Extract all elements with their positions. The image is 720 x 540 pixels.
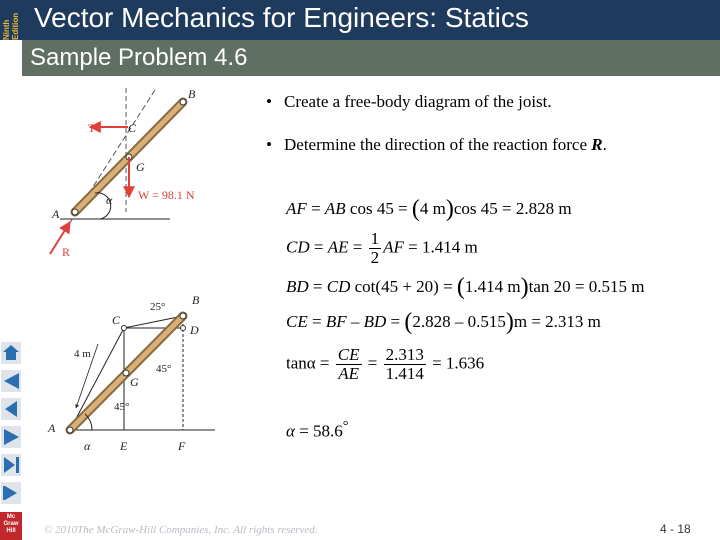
geometry-diagram bbox=[47, 293, 215, 453]
bullet-free-body bbox=[266, 90, 626, 114]
eq-term: 2.828 – 0.515 bbox=[412, 312, 506, 331]
page-number: 4 - 18 bbox=[660, 522, 691, 536]
label-angle-25: 25° bbox=[150, 301, 166, 313]
eq-term: = bbox=[309, 237, 328, 257]
edition-badge bbox=[0, 0, 22, 40]
equation-cd bbox=[286, 230, 478, 267]
bullet-symbol: • bbox=[266, 92, 272, 111]
eq-term: CE bbox=[286, 312, 308, 331]
eq-paren: ) bbox=[520, 274, 529, 300]
last-slide-icon[interactable] bbox=[1, 454, 21, 476]
eq-term: = 58.6 bbox=[294, 421, 343, 441]
eq-term: tan 20 = 0.515 m bbox=[528, 277, 645, 296]
eq-term: 1.414 m bbox=[464, 277, 521, 296]
exit-icon[interactable] bbox=[1, 482, 21, 504]
deck-title: Vector Mechanics for Engineers: Statics bbox=[34, 2, 529, 33]
eq-term: – bbox=[346, 312, 364, 331]
edition-line-1: Ninth bbox=[2, 19, 11, 40]
eq-term: = bbox=[308, 277, 327, 296]
label-angle-45-top: 45° bbox=[156, 363, 172, 375]
subtitle-bar bbox=[22, 40, 720, 76]
title-bar bbox=[22, 0, 720, 40]
point-g-marker bbox=[123, 370, 129, 376]
eq-term: AB bbox=[324, 199, 346, 218]
eq-term: BD bbox=[286, 277, 309, 296]
bullet-text: Create a free-body diagram of the joist. bbox=[284, 92, 552, 111]
eq-term: BD bbox=[363, 312, 387, 331]
fraction-denominator: 1.414 bbox=[385, 364, 424, 383]
equation-af bbox=[286, 196, 572, 223]
fraction-denominator: AE bbox=[338, 364, 360, 383]
label-r: R bbox=[62, 245, 71, 259]
eq-paren: ) bbox=[445, 196, 454, 222]
point-c-marker bbox=[122, 326, 127, 331]
copyright-notice: © 2010The McGraw-Hill Companies, Inc. All rights reserved. bbox=[44, 524, 318, 536]
eq-term: CD bbox=[326, 277, 351, 296]
fraction-numerator: 2.313 bbox=[385, 345, 424, 364]
equation-ce bbox=[286, 309, 601, 336]
bullet-text-end: . bbox=[602, 135, 607, 154]
bullet-text bbox=[266, 133, 626, 157]
eq-paren: ( bbox=[404, 309, 413, 335]
eq-term: cos 45 = bbox=[345, 199, 412, 218]
eq-term: α bbox=[286, 421, 295, 441]
eq-term: cot(45 + 20) = bbox=[350, 277, 457, 296]
edition-line-2: Edition bbox=[11, 12, 20, 40]
eq-term: AF bbox=[383, 237, 404, 257]
eq-term: BF bbox=[325, 312, 347, 331]
label-w: W = 98.1 N bbox=[138, 188, 195, 202]
label-g: G bbox=[136, 160, 145, 174]
fraction-numerator: 1 bbox=[370, 229, 380, 248]
eq-term: cos 45 = 2.828 m bbox=[453, 199, 572, 218]
label-d: D bbox=[190, 323, 199, 337]
point-d-marker bbox=[181, 326, 186, 331]
bullet-reaction-direction bbox=[266, 133, 626, 157]
fraction-numerator: CE bbox=[337, 345, 360, 364]
eq-term: = bbox=[386, 312, 405, 331]
eq-term: = bbox=[363, 353, 382, 373]
first-slide-icon[interactable] bbox=[1, 370, 21, 392]
eq-term: = bbox=[306, 199, 325, 218]
label-a: A bbox=[52, 207, 60, 221]
eq-paren: ( bbox=[411, 196, 420, 222]
previous-slide-icon[interactable] bbox=[1, 398, 21, 420]
equation-bd bbox=[286, 274, 644, 301]
label-a: A bbox=[48, 421, 56, 435]
home-icon[interactable] bbox=[1, 342, 21, 364]
label-b: B bbox=[192, 293, 200, 307]
label-alpha: α bbox=[106, 193, 113, 207]
eq-term: = bbox=[307, 312, 326, 331]
eq-term: AF bbox=[286, 199, 307, 218]
eq-term: = 1.636 bbox=[427, 353, 485, 373]
label-t: T bbox=[88, 121, 96, 135]
free-body-diagram bbox=[50, 87, 196, 259]
eq-term: AE bbox=[327, 237, 349, 257]
next-slide-icon[interactable] bbox=[1, 426, 21, 448]
mcgraw-hill-logo bbox=[0, 512, 22, 540]
eq-fraction bbox=[369, 230, 382, 267]
point-a-marker bbox=[67, 427, 73, 433]
navigation-sidebar bbox=[0, 0, 22, 540]
equation-tan-alpha bbox=[286, 346, 484, 383]
logo-text: Mc Graw Hill bbox=[3, 514, 19, 534]
label-c: C bbox=[128, 121, 137, 135]
equation-alpha bbox=[286, 418, 348, 442]
bullet-text-bold: R bbox=[591, 135, 603, 154]
point-a-marker bbox=[72, 209, 78, 215]
label-angle-45-bottom: 45° bbox=[114, 401, 130, 413]
bullet-text-main: Determine the direction of the reaction force bbox=[284, 135, 592, 154]
edition-label bbox=[2, 0, 20, 40]
eq-term: m = 2.313 m bbox=[513, 312, 601, 331]
eq-term: CD bbox=[286, 237, 310, 257]
joist-diagrams bbox=[40, 84, 240, 464]
label-g: G bbox=[130, 375, 139, 389]
eq-fraction bbox=[336, 346, 362, 383]
eq-paren: ) bbox=[505, 309, 514, 335]
label-b: B bbox=[188, 87, 196, 101]
eq-term: 4 m bbox=[419, 199, 446, 218]
eq-term: = 1.414 m bbox=[403, 237, 478, 257]
label-c: C bbox=[112, 313, 121, 327]
eq-fraction bbox=[384, 346, 426, 383]
eq-term: tanα = bbox=[286, 353, 334, 373]
point-b-marker bbox=[180, 99, 186, 105]
eq-term: = bbox=[348, 237, 367, 257]
eq-paren: ( bbox=[456, 274, 465, 300]
fraction-denominator: 2 bbox=[370, 248, 380, 267]
label-f: F bbox=[178, 439, 186, 453]
slide-title: Sample Problem 4.6 bbox=[30, 44, 248, 71]
label-alpha: α bbox=[84, 439, 91, 453]
point-b-marker bbox=[180, 313, 186, 319]
label-length: 4 m bbox=[74, 348, 91, 360]
label-e: E bbox=[120, 439, 128, 453]
bullet-symbol: • bbox=[266, 135, 272, 154]
eq-degree: ° bbox=[342, 418, 349, 434]
